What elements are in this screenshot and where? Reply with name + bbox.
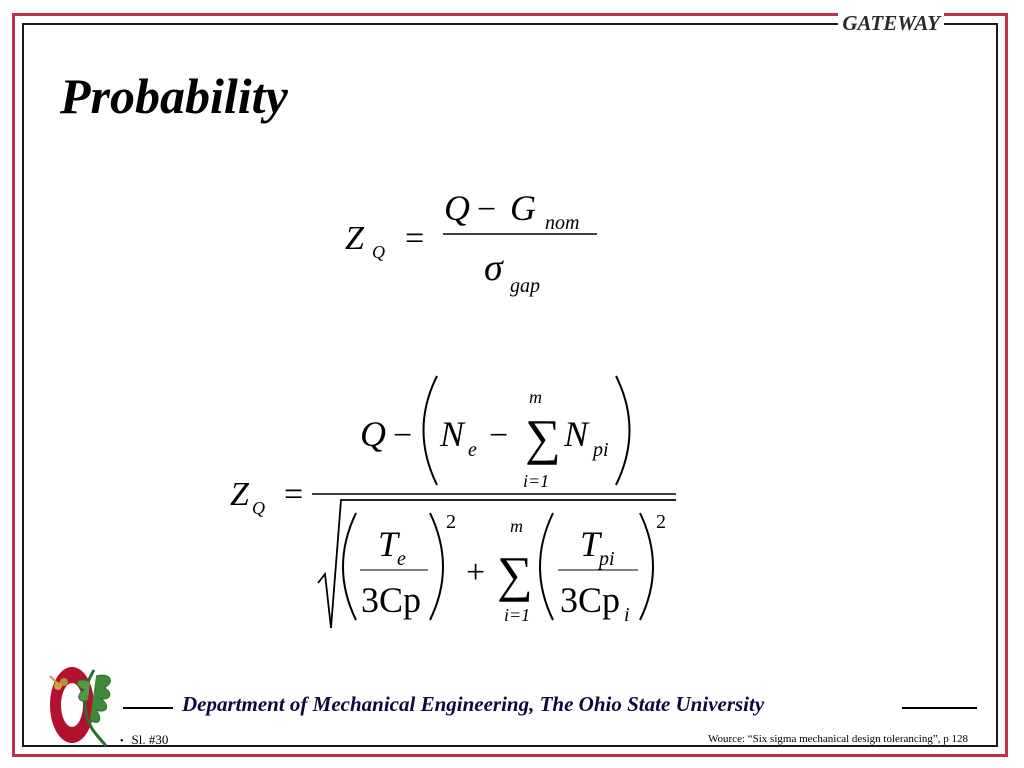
footer-rule-left [123,707,173,709]
eq2-exp-2: 2 [656,511,666,533]
eq2-z-sub: Q [252,498,265,518]
eq2-den-left-paren-1 [343,513,356,620]
eq2-den-right-paren-2 [640,513,653,620]
slide-number-text: Sl. #30 [131,732,169,747]
eq2-q: Q [360,414,386,454]
logo-letter: O [44,658,45,659]
eq1-g-sub: nom [545,212,580,234]
eq2-den2-sub: i [624,604,630,626]
eq2-den-left-paren-2 [540,513,553,620]
eq2-equals: = [284,476,304,513]
eq2-tpi-sub: pi [599,548,615,570]
eq2-te: T [378,524,399,564]
eq2-den2: 3Cp [560,580,621,620]
equation-z-score-stack [230,376,676,628]
eq2-te-sub: e [397,548,406,570]
eq2-exp-1: 2 [446,511,456,533]
department-name: Department of Mechanical Engineering, The Ohio State University [182,692,765,716]
eq2-sum-bottom-upper: m [510,516,523,536]
eq2-tpi: T [580,524,601,564]
eq1-sigma: σ [484,247,503,289]
eq2-den1: 3Cp [361,580,422,620]
eq2-den-right-paren-1 [430,513,443,620]
eq1-q: Q [444,188,470,228]
eq2-minus-1: − [393,417,413,454]
eq2-sum-bottom-lower: i=1 [504,605,531,625]
eq2-sum-top: ∑ [525,409,561,465]
eq2-minus-2: − [489,417,509,454]
eq2-left-paren [424,376,438,485]
eq2-z: Z [230,476,249,513]
eq2-npi: N [564,414,589,454]
slide-number [120,732,168,748]
eq2-sum-top-lower: i=1 [523,471,550,491]
eq2-plus: + [466,554,486,591]
eq1-minus: − [477,191,497,228]
footer-rule-right [902,707,977,709]
eq1-z-sub: Q [372,242,385,262]
source-citation: Wource: “Six sigma mechanical design tolerancing”, p 128 [708,733,968,745]
eq1-z: Z [345,220,364,257]
eq2-npi-sub: pi [593,439,609,461]
bullet-icon: • [120,736,124,747]
eq2-sum-top-upper: m [529,387,542,407]
eq2-sum-bottom: ∑ [497,546,533,602]
eq2-ne: N [440,414,465,454]
ohio-state-logo [44,658,118,750]
equation-z-score-simple [345,188,597,297]
eq1-equals: = [405,220,425,257]
eq1-sigma-sub: gap [510,275,540,297]
eq1-g: G [510,188,536,228]
eq2-right-paren [616,376,630,485]
slide-title: Probability [60,68,288,124]
eq2-ne-sub: e [468,439,477,461]
gateway-brand: GATEWAY [838,10,944,36]
